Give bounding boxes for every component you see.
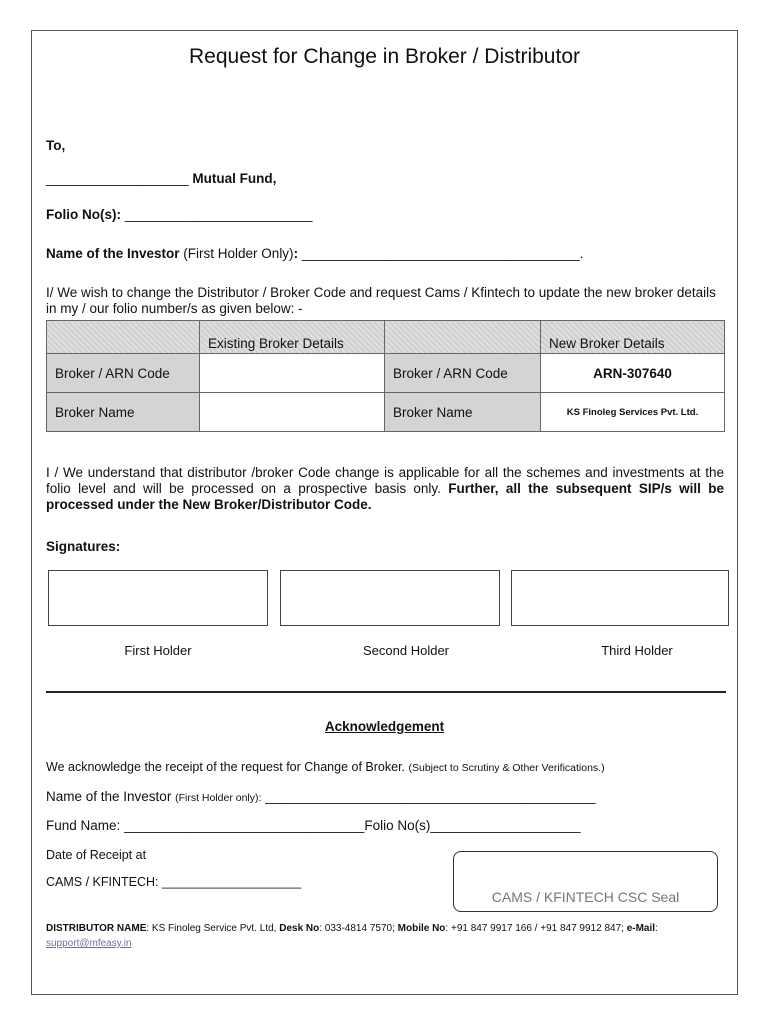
- existing-name-value[interactable]: [200, 393, 385, 432]
- new-name-label: Broker Name: [385, 393, 541, 432]
- investor-note: (First Holder Only): [183, 246, 294, 261]
- mobile-label: Mobile No: [397, 923, 446, 934]
- broker-details-table: [46, 320, 725, 432]
- ack-fund-line: [46, 818, 581, 833]
- new-arn-label: Broker / ARN Code: [385, 354, 541, 393]
- ack-receipt-text: We acknowledge the receipt of the request for Change of Broker.: [46, 760, 406, 774]
- existing-arn-label: Broker / ARN Code: [47, 354, 200, 393]
- distributor-value: : KS Finoleg Service Pvt. Ltd,: [146, 923, 277, 934]
- investor-label: Name of the Investor: [46, 246, 180, 261]
- form-title: Request for Change in Broker / Distributor: [188, 45, 580, 68]
- ack-investor-label: Name of the Investor: [46, 789, 172, 804]
- mutual-fund-line: [46, 171, 276, 186]
- form-page: [31, 30, 738, 995]
- ack-receipt-line: [46, 760, 605, 774]
- ack-date-label: Date of Receipt at: [46, 848, 147, 862]
- ack-fund-blank[interactable]: ________________________________: [124, 818, 365, 833]
- table-row: [47, 354, 725, 393]
- desk-label: Desk No: [279, 923, 320, 934]
- new-arn-value: ARN-307640: [541, 354, 725, 393]
- mutual-fund-blank[interactable]: ___________________: [46, 171, 189, 186]
- desk-value: : 033-4814 7570;: [319, 923, 395, 934]
- new-name-value: KS Finoleg Services Pvt. Ltd.: [541, 393, 725, 432]
- ack-cams-line: [46, 875, 301, 889]
- ack-receipt-note: (Subject to Scrutiny & Other Verifications.): [408, 762, 605, 774]
- third-holder-label: Third Holder: [601, 643, 673, 658]
- distributor-footer: [46, 921, 726, 951]
- new-header: New Broker Details: [541, 321, 725, 354]
- ack-cams-label: CAMS / KFINTECH:: [46, 875, 159, 889]
- second-holder-signature-box[interactable]: [280, 570, 500, 626]
- csc-seal-label: CAMS / KFINTECH CSC Seal: [491, 889, 680, 905]
- ack-title: Acknowledgement: [324, 719, 445, 734]
- existing-arn-value[interactable]: [200, 354, 385, 393]
- email-link[interactable]: support@mfeasy.in: [46, 938, 132, 949]
- folio-blank[interactable]: _________________________: [124, 207, 313, 222]
- email-label: e-Mail: [626, 923, 656, 934]
- ack-folio-blank[interactable]: ____________________: [430, 818, 581, 833]
- mutual-fund-label: Mutual Fund,: [192, 171, 277, 186]
- first-holder-label: First Holder: [124, 643, 192, 658]
- folio-line: [46, 207, 312, 222]
- third-holder-signature-box[interactable]: [511, 570, 729, 626]
- wish-paragraph: I/ We wish to change the Distributor / Broker Code and request Cams / Kfintech to update the new broker details in my / our folio number/s as given below: -: [46, 285, 716, 316]
- section-divider: [46, 691, 726, 693]
- ack-title-wrap: [32, 719, 737, 734]
- understand-text: I / We understand that distributor /broker Code change is applicable for all the schemes and investments at the folio level and will be processed on a prospective basis only.: [46, 465, 724, 496]
- ack-cams-blank[interactable]: ____________________: [162, 875, 302, 889]
- investor-blank[interactable]: _____________________________________.: [301, 246, 584, 261]
- first-holder-signature-box[interactable]: [48, 570, 268, 626]
- investor-line: [46, 246, 583, 261]
- table-header-row: [47, 321, 725, 354]
- ack-investor-blank[interactable]: ____________________________________________: [265, 789, 596, 804]
- understand-bold: Further, all the subsequent SIP/s will be processed under the New Broker/Distributor Code.: [46, 481, 724, 512]
- email-colon: :: [655, 923, 658, 934]
- ack-fund-label: Fund Name:: [46, 818, 121, 833]
- second-holder-label: Second Holder: [363, 643, 449, 658]
- signatures-label: Signatures:: [46, 539, 121, 554]
- table-row: [47, 393, 725, 432]
- header-blank-cell: [47, 321, 200, 354]
- mobile-value: : +91 847 9917 166 / +91 847 9912 847;: [445, 923, 624, 934]
- folio-label: Folio No(s):: [46, 207, 121, 222]
- ack-investor-line: [46, 789, 596, 804]
- header-blank-cell: [385, 321, 541, 354]
- existing-header: Existing Broker Details: [200, 321, 385, 354]
- understand-paragraph: [46, 465, 724, 513]
- csc-seal-box[interactable]: [453, 851, 718, 912]
- investor-colon: :: [293, 246, 299, 261]
- existing-name-label: Broker Name: [47, 393, 200, 432]
- ack-investor-note: (First Holder only):: [175, 792, 262, 804]
- to-label: To,: [46, 138, 66, 153]
- ack-folio-label: Folio No(s): [364, 818, 431, 833]
- distributor-label: DISTRIBUTOR NAME: [46, 923, 147, 934]
